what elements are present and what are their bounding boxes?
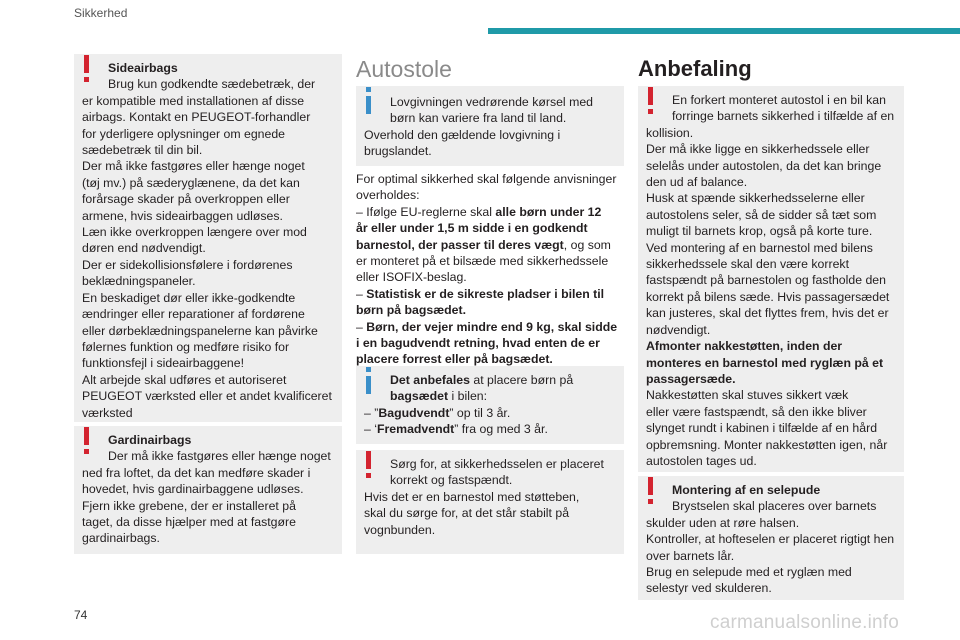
legislation-info-box — [356, 86, 624, 166]
text-line: gardinairbags. — [82, 531, 160, 546]
text-line: selelås under autostolen, da det kan bringe — [646, 158, 882, 173]
watermark: carmanualsonline.info — [710, 612, 900, 633]
text-line: autostolens seler, så de sidder så tæt som — [646, 207, 877, 222]
text-line: armene, hvis sideairbaggen udløses. — [82, 208, 283, 223]
text-line: placere forrest eller på bagsædet. — [356, 352, 553, 367]
text-line: eller være fastspændt, så den ikke bliver — [646, 404, 867, 419]
text-line: Sørg for, at sikkerhedsselen er placeret — [390, 457, 604, 471]
text-line: brugslandet. — [364, 144, 432, 159]
text-line: Læn ikke overkroppen længere over mod — [82, 225, 307, 240]
text-line: passagersæde. — [646, 371, 736, 386]
text-line: ned fra loftet, da det kan medføre skader i — [82, 465, 311, 480]
text-line: skal du sørge for, at det står stabilt på — [364, 506, 570, 521]
text-line: Nakkestøtten skal stuves sikkert væk — [646, 388, 849, 403]
text-line: forårsage skader på overkroppen eller — [82, 192, 290, 207]
text-line: – Børn, der vejer mindre end 9 kg, skal sidde — [356, 319, 618, 334]
text-line: taget, da disse hjælper med at fastgøre — [82, 515, 296, 530]
text-line: – ”Bagudvendt” op til 3 år. — [364, 405, 511, 420]
text-line: sædebetræk til din bil. — [82, 143, 203, 158]
text-line: den ud af balance. — [646, 175, 748, 190]
text-line: Det anbefales at placere børn på — [390, 373, 574, 387]
text-line: år eller under 1,5 m sidde i en godkendt — [356, 221, 588, 236]
text-line: selestyr ved skulderen. — [646, 581, 772, 596]
text-line: monteres en barnestol med ryglæn på et — [646, 355, 884, 370]
text-line: Ved montering af en barnestol med bilens — [646, 240, 873, 255]
anbefaling-heading: Anbefaling — [638, 56, 752, 81]
text-line: PEUGEOT værksted eller et andet kvalificeret — [82, 389, 332, 404]
text-line: følernes funktion og medføre risiko for — [82, 339, 290, 354]
text-line: er monteret på et bilsæde med sikkerhedssele — [356, 254, 609, 269]
safety-instructions-text — [356, 171, 618, 368]
text-line: muligt til barnets krop, også på korte ture. — [646, 224, 873, 239]
text-line: over barnets lår. — [646, 548, 735, 563]
text-line: opbremsning. Monter nakkestøtten igen, når — [646, 437, 888, 452]
text-line: Brug en selepude med et ryglæn med — [646, 565, 852, 580]
text-line: (tøj mv.) på sæderyglænene, da det kan — [82, 175, 300, 190]
header-accent-bar — [488, 28, 960, 34]
text-line: skulder uden at røre halsen. — [646, 515, 800, 530]
text-line: for yderligere oplysninger om egnede — [82, 126, 286, 141]
text-line: ændringer eller reparationer af fordørene — [82, 307, 305, 322]
text-line: funktionsfejl i sideairbaggene! — [82, 356, 245, 371]
text-line: Der må ikke fastgøres eller hænge noget — [108, 449, 331, 464]
text-line: vognbunden. — [364, 522, 436, 537]
text-line: – Ifølge EU-reglerne skal alle børn under 12 — [356, 204, 602, 219]
text-line: kan justeres, skal det flyttes frem, hvis det er — [646, 306, 889, 321]
text-line: Brug kun godkendte sædebetræk, der — [108, 77, 316, 92]
text-line: – ‘Fremadvendt” fra og med 3 år. — [364, 422, 548, 437]
text-line: sikkerhedssele skal den være korrekt — [646, 257, 849, 272]
text-line: For optimal sikkerhed skal følgende anvisninger — [356, 172, 617, 186]
text-line: airbags. Kontakt en PEUGEOT-forhandler — [82, 110, 311, 125]
text-line: fastspændt på barnestolen og fastholde den — [646, 273, 886, 288]
text-line: Hvis det er en barnestol med støtteben, — [364, 489, 580, 504]
text-line: En beskadiget dør eller ikke-godkendte — [82, 290, 296, 305]
curtain-airbags-title: Gardinairbags — [108, 433, 192, 447]
text-line: værksted — [82, 405, 133, 420]
text-line: Kontroller, at hofteselen er placeret rigtigt hen — [646, 532, 895, 547]
side-airbags-title: Sideairbags — [108, 61, 178, 75]
child-seat-warning-box — [638, 86, 904, 472]
text-line: kollision. — [646, 125, 694, 140]
autostole-heading: Autostole — [356, 56, 452, 82]
curtain-airbags-warning-box — [74, 426, 342, 554]
text-line: er kompatible med installationen af disse — [82, 93, 305, 108]
text-line: Husk at spænde sikkerhedsselerne eller — [646, 191, 865, 206]
booster-cushion-warning-box — [638, 476, 904, 600]
text-line: – Statistisk er de sikreste pladser i bilen til — [356, 286, 605, 301]
text-line: Fjern ikke grebene, der er installeret på — [82, 498, 296, 513]
text-line: Afmonter nakkestøtten, inden der — [646, 339, 843, 354]
side-airbags-warning-box — [74, 54, 342, 422]
text-line: beklædningspaneler. — [82, 274, 196, 289]
text-line: Overhold den gældende lovgivning i — [364, 127, 561, 142]
text-line: Alt arbejde skal udføres et autoriseret — [82, 372, 287, 387]
text-line: børn på bagsædet. — [356, 303, 466, 318]
section-label: Sikkerhed — [74, 6, 128, 20]
text-line: korrekt og fastspændt. — [390, 473, 513, 488]
text-line: børn kan variere fra land til land. — [390, 111, 567, 126]
text-line: hovedet, hvis gardinairbaggene udløses. — [82, 482, 304, 497]
text-line: bagsædet i bilen: — [390, 389, 488, 404]
booster-cushion-title: Montering af en selepude — [672, 483, 821, 497]
text-line: Der må ikke ligge en sikkerhedssele eller — [646, 142, 870, 157]
text-line: nødvendigt. — [646, 322, 711, 337]
text-line: autostolen tages ud. — [646, 453, 757, 468]
text-line: slynget rundt i kabinen i tilfælde af en hård — [646, 421, 878, 436]
recommendation-info-box — [356, 366, 624, 444]
text-line: Der er sidekollisionsfølere i fordørenes — [82, 257, 293, 272]
text-line: overholdes: — [356, 188, 420, 203]
text-line: forringe barnets sikkerhed i tilfælde af en — [672, 109, 895, 124]
text-line: Der må ikke fastgøres eller hænge noget — [82, 159, 305, 174]
text-line: i en bagudvendt retning, hvad enten de er — [356, 336, 600, 351]
seatbelt-warning-box — [356, 450, 624, 554]
text-line: eller dørbeklædningspanelerne kan påvirke — [82, 323, 318, 338]
text-line: eller ISOFIX-beslag. — [356, 270, 467, 285]
text-line: døren end nødvendigt. — [82, 241, 206, 256]
text-line: korrekt på bilens sæde. Hvis passagersædet — [646, 289, 890, 304]
text-line: barnestol, der passer til deres vægt, og som — [356, 237, 611, 252]
text-line: En forkert monteret autostol i en bil kan — [672, 93, 886, 107]
text-line: Lovgivningen vedrørende kørsel med — [390, 95, 594, 109]
text-line: Brystselen skal placeres over barnets — [672, 499, 877, 514]
page-number: 74 — [74, 608, 88, 622]
